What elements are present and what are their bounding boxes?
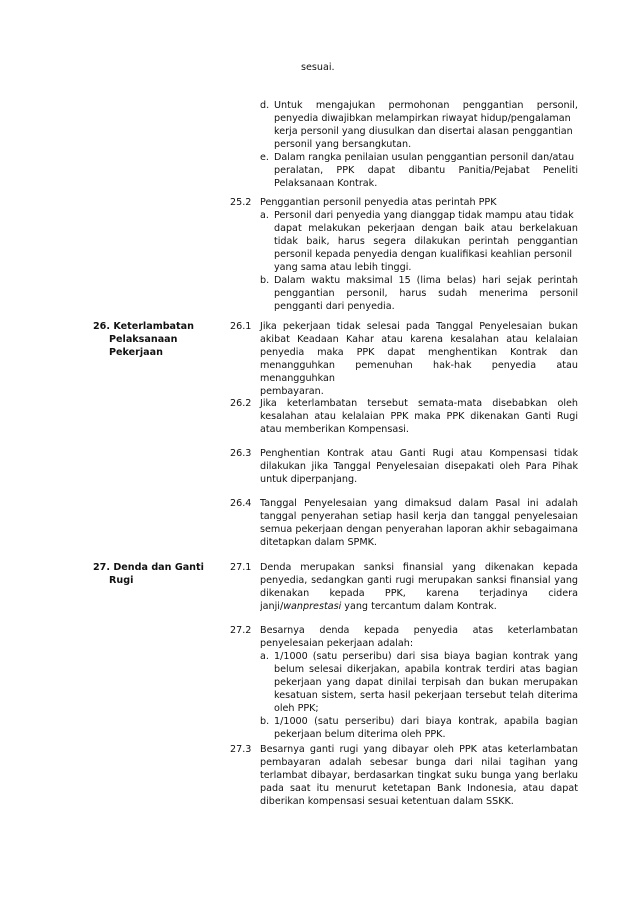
text-line: atau memberikan Kompensasi. — [260, 424, 409, 435]
clause-25-2 — [230, 196, 578, 313]
text-line: Besarnya denda kepada penyedia atas keterlambatan — [260, 625, 578, 636]
item-marker: e. — [260, 152, 269, 163]
text-line: untuk diperpanjang. — [260, 474, 358, 485]
text-line: kesalahan atau kelalaian PPK maka PPK dikenakan Ganti Rugi — [260, 411, 578, 422]
item-marker: a. — [260, 210, 269, 221]
text-line: 1/1000 (satu perseribu) dari biaya kontrak, apabila bagian — [274, 716, 578, 727]
text-line: peralatan, PPK dapat dibantu Panitia/Pejabat Peneliti — [274, 165, 578, 176]
text-line: personil yang bersangkutan. — [274, 139, 412, 150]
text-line: semua pekerjaan dengan penyerahan laporan akhir sebagaimana — [260, 524, 578, 535]
text-line: Untuk mengajukan permohonan penggantian personil, — [274, 100, 578, 111]
text-line: belum selesai dikerjakan, apabila kontrak terdiri atas bagian — [274, 664, 578, 675]
clause-number: 25.2 — [230, 197, 252, 208]
text-line — [260, 600, 578, 613]
text-line: pada saat itu menurut ketetapan Bank Indonesia, atau dapat — [260, 783, 578, 794]
text-fragment: janji/ — [260, 601, 284, 612]
text-line: pembayaran. — [260, 386, 324, 397]
text-line: Tanggal Penyelesaian yang dimaksud dalam Pasal ini adalah — [260, 498, 578, 509]
section-27-heading — [93, 561, 204, 587]
clause-27-3 — [230, 743, 578, 808]
text-line: 1/1000 (satu perseribu) dari sisa biaya bagian kontrak yang — [274, 651, 578, 662]
text-line: Denda merupakan sanksi finansial yang dikenakan kepada — [260, 562, 578, 573]
text-line: tidak baik, harus segera dilakukan perintah penggantian — [274, 236, 578, 247]
clause-number: 27.1 — [230, 562, 252, 573]
text-line: Pelaksanaan Kontrak. — [274, 178, 378, 189]
text-line: Personil dari penyedia yang dianggap tidak mampu atau tidak — [274, 210, 574, 221]
clause-26-2 — [230, 397, 578, 436]
text-line: Dalam waktu maksimal 15 (lima belas) hari sejak perintah — [274, 275, 578, 286]
clause-26-4 — [230, 497, 578, 549]
clause-26-3 — [230, 447, 578, 486]
heading-line: 26. Keterlambatan — [93, 321, 194, 332]
text-line: penyedia diwajibkan melampirkan riwayat hidup/pengalaman — [274, 113, 571, 124]
heading-line: Rugi — [109, 575, 134, 586]
text-line: penyelesaian pekerjaan adalah: — [260, 638, 414, 649]
item-marker: d. — [260, 100, 270, 111]
text-line: personil kepada penyedia dengan kualifikasi keahlian personil — [274, 249, 573, 260]
text-line: kerja personil yang diusulkan dan disertai alasan penggantian — [274, 126, 573, 137]
text-line: penggantian personil, harus sudah menerima personil — [274, 288, 578, 299]
text-line: pekerjaan belum diterima oleh PPK. — [274, 729, 446, 740]
text-fragment: yang tercantum dalam Kontrak. — [341, 601, 497, 612]
clause-number: 26.3 — [230, 448, 252, 459]
item-25-1-e — [260, 151, 578, 190]
heading-line: 27. Denda dan Ganti — [93, 562, 204, 573]
text-line: yang sama atau lebih tinggi. — [274, 262, 412, 273]
heading-line: Pelaksanaan — [109, 334, 178, 345]
text-line: penyedia maka PPK dapat menghentikan Kontrak dan — [260, 347, 578, 358]
clause-26-1 — [230, 320, 578, 398]
section-26-heading — [93, 320, 194, 359]
text-line: pengganti dari penyedia. — [274, 301, 395, 312]
text-line: terlambat dibayar, berdasarkan tingkat suku bunga yang berlaku — [260, 770, 578, 781]
item-marker: a. — [260, 651, 269, 662]
text-line: Jika keterlambatan tersebut semata-mata disebabkan oleh — [260, 398, 578, 409]
text-line: kesatuan sistem, serta hasil pekerjaan tersebut telah diterima — [274, 690, 578, 701]
clause-number: 27.2 — [230, 625, 252, 636]
text-line: oleh PPK; — [274, 703, 319, 714]
text-line: dapat melakukan pekerjaan dengan baik atau berkelakuan — [274, 223, 578, 234]
item-25-1-d — [260, 99, 578, 151]
clause-number: 26.4 — [230, 498, 252, 509]
text-line: pembayaran adalah sebesar bunga dari nilai tagihan yang — [260, 757, 578, 768]
text-line: ditetapkan dalam SPMK. — [260, 537, 377, 548]
text-line: Jika pekerjaan tidak selesai pada Tanggal Penyelesaian bukan — [260, 321, 578, 332]
clause-27-2 — [230, 624, 578, 741]
clause-27-1 — [230, 561, 578, 613]
heading-line: Pekerjaan — [109, 347, 163, 358]
text-line: Besarnya ganti rugi yang dibayar oleh PPK atas keterlambatan — [260, 744, 578, 755]
clause-number: 27.3 — [230, 744, 252, 755]
item-marker: b. — [260, 275, 270, 286]
text-line: Penghentian Kontrak atau Ganti Rugi atau Kompensasi tidak — [260, 448, 578, 459]
text-line: tanggal penyerahan setiap hasil kerja dan tanggal penyelesaian — [260, 511, 578, 522]
text-line: dilakukan jika Tanggal Penyelesaian disepakati oleh Para Pihak — [260, 461, 578, 472]
text-line: dikenakan kepada PPK, karena terjadinya cidera — [260, 588, 578, 599]
clause-number: 26.2 — [230, 398, 252, 409]
text-line: akibat Keadaan Kahar atau karena kesalahan atau kelalaian — [260, 334, 578, 345]
clause-title: Penggantian personil penyedia atas perintah PPK — [260, 197, 497, 208]
item-marker: b. — [260, 716, 270, 727]
text-line: menangguhkan pemenuhan hak-hak penyedia atau menangguhkan — [260, 360, 578, 384]
text-line: Dalam rangka penilaian usulan penggantian personil dan/atau — [274, 152, 575, 163]
continuation-text: sesuai. — [301, 62, 335, 73]
text-line: pekerjaan yang dapat dinilai terpisah dan bukan merupakan — [274, 677, 578, 688]
clause-number: 26.1 — [230, 321, 252, 332]
text-line: diberikan kompensasi sesuai ketentuan dalam SSKK. — [260, 796, 514, 807]
emphasis-term: wanprestasi — [283, 601, 342, 612]
text-line: penyedia, sedangkan ganti rugi merupakan sanksi finansial yang — [260, 575, 578, 586]
